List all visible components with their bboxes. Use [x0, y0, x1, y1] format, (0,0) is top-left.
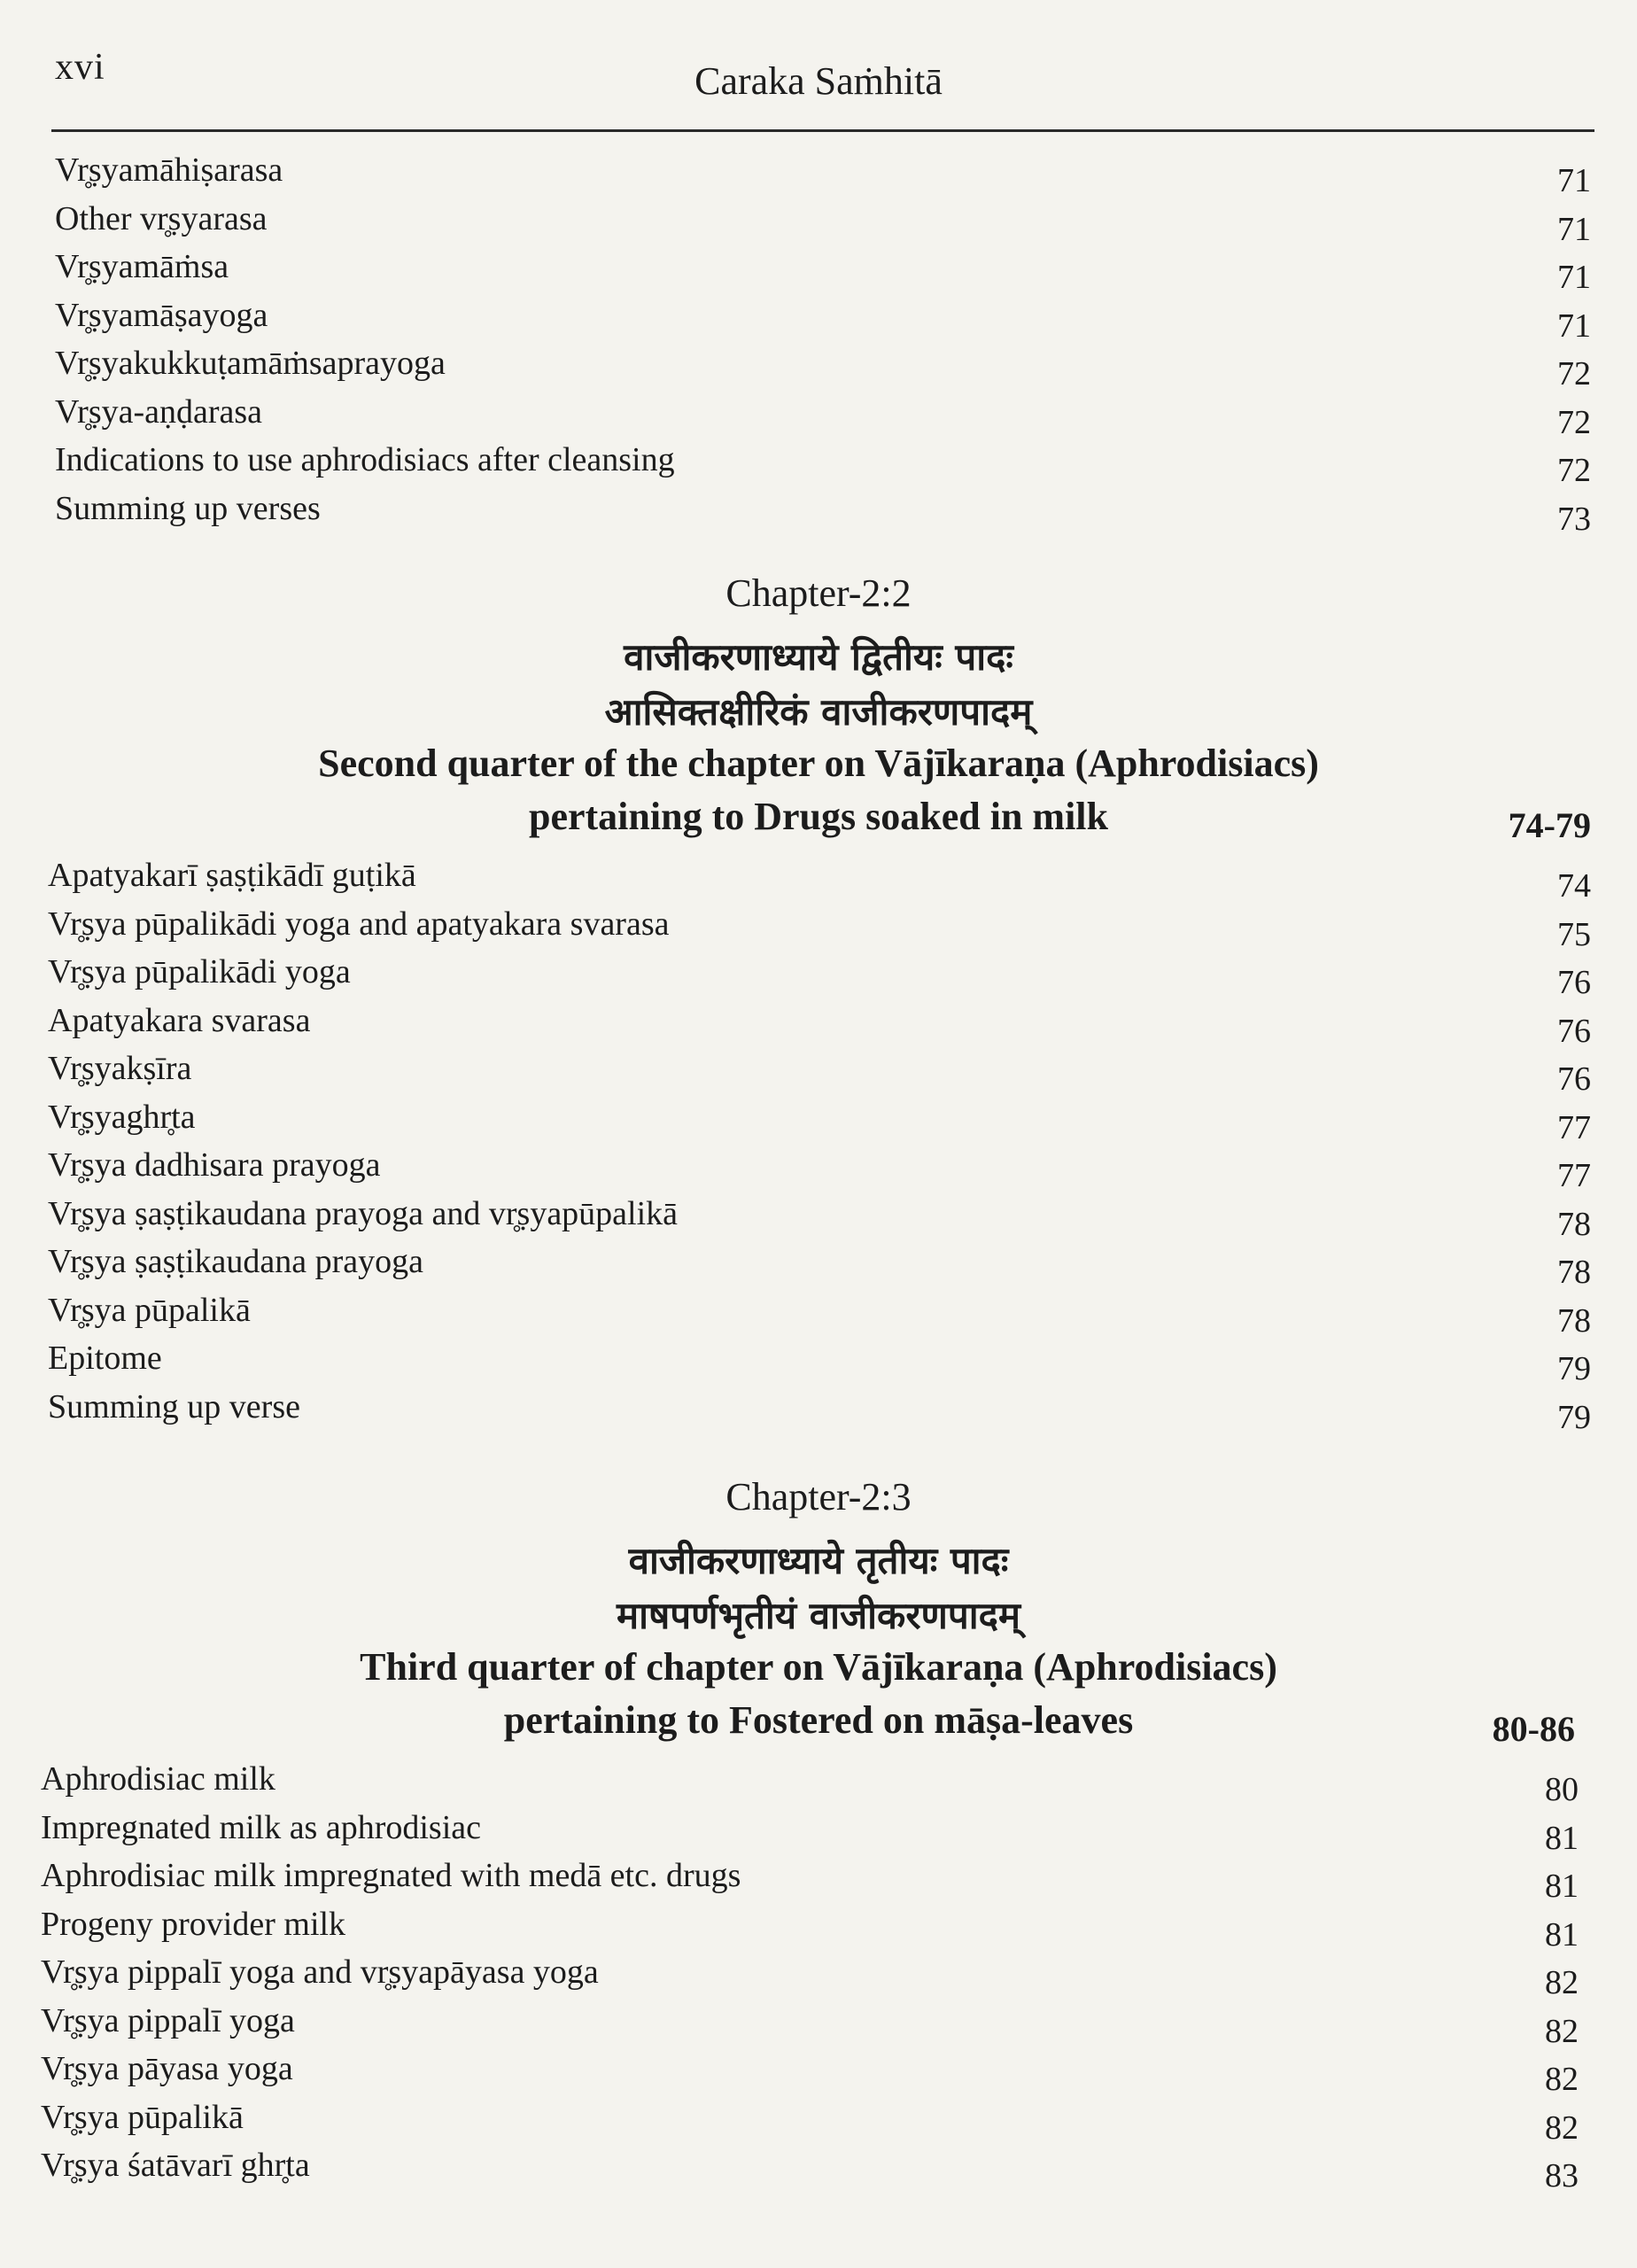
toc-entry-label: Apatyakarī ṣaṣṭikādī guṭikā	[48, 857, 416, 894]
toc-entry	[48, 1098, 1591, 1144]
chapter-2-2-english-title: Second quarter of the chapter on Vājīkaraṇa (Aphrodisiacs)	[318, 742, 1319, 785]
chapter-2-2-sanskrit-subtitle: आसिक्तक्षीरिकं वाजीकरणपादम्	[604, 690, 1033, 734]
toc-entry-label: Indications to use aphrodisiacs after cleansing	[55, 441, 675, 478]
toc-entry-label: Apatyakara svarasa	[48, 1001, 311, 1039]
toc-entry	[48, 1339, 1591, 1385]
toc-entry-page: 72	[1557, 355, 1591, 392]
toc-entry-label: Vr̥ṣyaghr̥ta	[48, 1098, 196, 1136]
toc-entry	[41, 1953, 1579, 1999]
toc-entry-label: Aphrodisiac milk impregnated with medā etc. drugs	[41, 1857, 741, 1894]
toc-entry-page: 71	[1557, 162, 1591, 199]
toc-entry-page: 82	[1545, 2109, 1579, 2147]
toc-entry-label: Vr̥ṣya ṣaṣṭikaudana prayoga	[48, 1243, 424, 1280]
toc-entry-page: 78	[1557, 1301, 1591, 1340]
toc-entry-page: 74	[1557, 867, 1591, 905]
toc-entry-page: 81	[1545, 1915, 1579, 1953]
toc-entry-label: Vr̥ṣya śatāvarī ghr̥ta	[41, 2147, 310, 2184]
toc-entry	[41, 1808, 1579, 1857]
toc-entry	[55, 440, 1591, 489]
toc-entry	[41, 2146, 1579, 2192]
toc-entry-label: Impregnated milk as aphrodisiac	[41, 1808, 482, 1846]
chapter-2-3-english-subtitle: pertaining to Fostered on māṣa-leaves	[503, 1698, 1134, 1742]
toc-entry-label: Other vr̥ṣyarasa	[55, 199, 268, 237]
toc-entry-label: Vr̥ṣyakukkuṭamāṁsaprayoga	[55, 345, 446, 382]
toc-entry-label: Vr̥ṣya pūpalikādi yoga	[48, 953, 351, 990]
toc-entry-label: Aphrodisiac milk	[41, 1760, 275, 1798]
toc-entry	[48, 1291, 1591, 1340]
toc-entry-page: 75	[1557, 915, 1591, 953]
page-number: xvi	[55, 47, 105, 88]
running-title: Caraka Saṁhitā	[694, 59, 943, 103]
toc-entry-page: 77	[1557, 1108, 1591, 1146]
chapter-2-3-english-title: Third quarter of chapter on Vājīkaraṇa (Aphrodisiacs)	[360, 1645, 1277, 1689]
chapter-2-3-sanskrit-subtitle: माषपर्णभृतीयं वाजीकरणपादम्	[616, 1594, 1021, 1637]
toc-entry-label: Epitome	[48, 1340, 162, 1377]
toc-entry-label: Vr̥ṣya pūpalikādi yoga and apatyakara svarasa	[48, 905, 670, 943]
toc-entry-label: Vr̥ṣya ṣaṣṭikaudana prayoga and vr̥ṣyapūpalikā	[48, 1194, 679, 1232]
toc-entry-page: 82	[1545, 1964, 1579, 2001]
toc-entry-label: Vr̥ṣya-aṇḍarasa	[55, 392, 263, 431]
toc-entry-page: 80	[1545, 1771, 1579, 1808]
toc-entry-page: 79	[1557, 1350, 1591, 1387]
toc-entry-label: Vr̥ṣya pippalī yoga and vr̥ṣyapāyasa yoga	[41, 1953, 599, 1991]
toc-entry	[41, 1759, 1579, 1806]
toc-entry-label: Vr̥ṣyamāṁsa	[55, 248, 229, 285]
toc-entry	[48, 952, 1591, 1001]
toc-entry-page: 78	[1557, 1254, 1591, 1291]
toc-entry	[48, 856, 1591, 905]
toc-entry	[48, 1387, 1591, 1436]
toc-entry	[55, 296, 1591, 345]
toc-entry	[55, 489, 1591, 538]
toc-entry	[48, 1146, 1591, 1192]
toc-entry-label: Vr̥ṣya pūpalikā	[48, 1291, 251, 1329]
toc-entry-label: Vr̥ṣya pūpalikā	[41, 2098, 244, 2136]
toc-entry	[48, 1049, 1591, 1098]
toc-entry	[48, 905, 1591, 951]
toc-entry	[48, 1001, 1591, 1050]
toc-entry	[41, 1905, 1579, 1951]
chapter-2-2-sanskrit-title: वाजीकरणाध्याये द्वितीयः पादः	[624, 635, 1013, 679]
toc-entry-page: 72	[1557, 452, 1591, 489]
toc-entry	[41, 2001, 1579, 2050]
chapter-2-3-page-range: 80-86	[1492, 1709, 1575, 1749]
toc-entry-label: Summing up verses	[55, 489, 321, 527]
toc-entry-page: 72	[1557, 403, 1591, 441]
toc-entry-page: 79	[1557, 1398, 1591, 1436]
toc-entry-label: Vr̥ṣya pippalī yoga	[41, 2001, 295, 2039]
toc-entry-page: 76	[1557, 1012, 1591, 1050]
toc-entry-page: 78	[1557, 1205, 1591, 1243]
chapter-2-3-heading: Chapter-2:3	[725, 1475, 912, 1518]
toc-entry	[55, 151, 1591, 197]
toc-entry-page: 81	[1545, 1819, 1579, 1857]
toc-entry-page: 82	[1545, 2061, 1579, 2098]
toc-entry-page: 71	[1557, 210, 1591, 248]
toc-entry	[55, 344, 1591, 390]
chapter-2-3-sanskrit-title: वाजीकरणाध्याये तृतीयः पादः	[628, 1539, 1009, 1582]
chapter-2-2-heading: Chapter-2:2	[725, 571, 912, 615]
chapter-2-2-page-range: 74-79	[1508, 805, 1591, 845]
toc-entry	[41, 1856, 1579, 1905]
toc-entry	[41, 2049, 1579, 2098]
toc-entry-label: Vr̥ṣya pāyasa yoga	[41, 2050, 293, 2087]
toc-entry-label: Vr̥ṣya dadhisara prayoga	[48, 1146, 381, 1184]
toc-entry	[55, 199, 1591, 248]
toc-entry	[41, 2098, 1579, 2147]
toc-entry	[48, 1194, 1591, 1243]
toc-entry-label: Vr̥ṣyamāṣayoga	[55, 296, 268, 334]
toc-entry-page: 71	[1557, 307, 1591, 345]
toc-entry	[55, 247, 1591, 296]
chapter-2-2-english-subtitle: pertaining to Drugs soaked in milk	[529, 795, 1108, 838]
toc-entry-label: Vr̥ṣyakṣīra	[48, 1050, 192, 1087]
toc-entry-page: 83	[1545, 2157, 1579, 2194]
toc-entry-page: 82	[1545, 2012, 1579, 2050]
toc-entry	[55, 392, 1591, 439]
toc-entry-label: Vr̥ṣyamāhiṣarasa	[55, 151, 283, 189]
toc-entry-label: Summing up verse	[48, 1387, 300, 1425]
toc-entry-page: 76	[1557, 964, 1591, 1001]
toc-entry-page: 76	[1557, 1060, 1591, 1098]
toc-entry-page: 81	[1545, 1868, 1579, 1905]
toc-entry-page: 73	[1557, 500, 1591, 538]
toc-entry-page: 77	[1557, 1157, 1591, 1194]
header-rule	[51, 129, 1594, 132]
toc-entry	[48, 1242, 1591, 1291]
toc-entry-page: 71	[1557, 259, 1591, 296]
toc-entry-label: Progeny provider milk	[41, 1905, 346, 1943]
